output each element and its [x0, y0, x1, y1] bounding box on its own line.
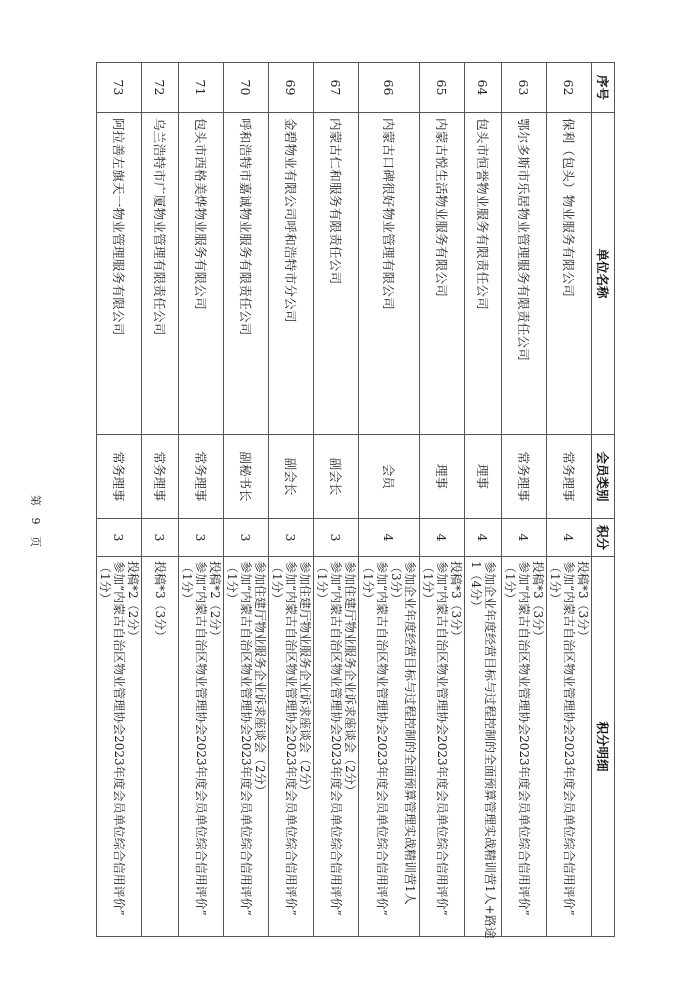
company-name: 呼和浩特市嘉诚物业服务有限责任公司: [224, 113, 269, 435]
member-points-table-rotated: [98, 62, 615, 939]
table-row: [142, 63, 179, 937]
points: 4: [465, 519, 502, 557]
row-number: 63: [502, 63, 547, 113]
table-row: [224, 63, 269, 937]
points-detail-line: （1分）: [361, 561, 375, 605]
company-name: 内蒙古悦生活物业服务有限公司: [420, 113, 465, 435]
header-detail: 积分明细: [592, 557, 615, 937]
points-detail: [547, 557, 592, 937]
row-number: 72: [142, 63, 179, 113]
points-detail-line: 投稿*3（3分）: [449, 561, 463, 643]
points-detail-line: （1分）: [98, 561, 112, 605]
header-row: [592, 63, 615, 937]
points-detail-line: 投稿*3（3分）: [153, 561, 167, 643]
points-detail-line: （1分）: [548, 561, 562, 605]
points-detail-line: 参加企业年度经营目标与过程控制的全面预算管理实战精训营1人+路途: [483, 561, 497, 939]
header-score: 积分: [592, 519, 615, 557]
row-number: 70: [224, 63, 269, 113]
points-detail-line: （1分）: [225, 561, 239, 605]
points-detail: [314, 557, 359, 937]
company-name: 内蒙古仁和服务有限责任公司: [314, 113, 359, 435]
table-row: [420, 63, 465, 937]
points-detail: [97, 557, 142, 937]
points: 4: [547, 519, 592, 557]
points-detail-line: 参加企业年度经营目标与过程控制的全面预算管理实战精训营1人: [403, 561, 417, 905]
points: 3: [97, 519, 142, 557]
page-footer: 第 9 页: [29, 495, 42, 551]
header-name: 单位名称: [592, 113, 615, 435]
member-type: 副会长: [269, 435, 314, 519]
member-type: 理事: [465, 435, 502, 519]
points-detail: [224, 557, 269, 937]
member-type: 副会长: [314, 435, 359, 519]
points-detail: [420, 557, 465, 937]
company-name: 保利（包头）物业服务有限公司: [547, 113, 592, 435]
points-detail-line: 参加住建厅物业服务企业诉求座谈会（2分）: [253, 561, 267, 797]
table-row: [359, 63, 420, 937]
points: 4: [420, 519, 465, 557]
member-type: 常务理事: [502, 435, 547, 519]
row-number: 69: [269, 63, 314, 113]
points-detail: [142, 557, 179, 937]
company-name: 乌兰浩特市广厦物业管理有限责任公司: [142, 113, 179, 435]
member-type: 常务理事: [179, 435, 224, 519]
row-number: 62: [547, 63, 592, 113]
points-detail-line: 参加“内蒙古自治区物业管理协会2023年度会员单位综合信用评价”: [517, 561, 531, 916]
table-row: [465, 63, 502, 937]
points-detail-line: 投稿*3（3分）: [576, 561, 590, 643]
points: 4: [502, 519, 547, 557]
table-body: [97, 63, 592, 937]
points: 3: [269, 519, 314, 557]
points: 3: [314, 519, 359, 557]
points-detail-line: 参加住建厅物业服务企业诉求座谈会（2分）: [343, 561, 357, 797]
points-detail-line: 投稿*3（3分）: [531, 561, 545, 643]
points-detail: [502, 557, 547, 937]
member-type: 会员: [359, 435, 420, 519]
member-points-table: [96, 62, 615, 937]
company-name: 包头市西格美烨物业服务有限公司: [179, 113, 224, 435]
points-detail-line: （1分）: [270, 561, 284, 605]
points: 3: [142, 519, 179, 557]
header-type: 会员类别: [592, 435, 615, 519]
points-detail: [269, 557, 314, 937]
points-detail-line: 参加“内蒙古自治区物业管理协会2023年度会员单位综合信用评价”: [284, 561, 298, 916]
points: 3: [179, 519, 224, 557]
points-detail-line: （1分）: [180, 561, 194, 605]
table-row: [179, 63, 224, 937]
table-row: [269, 63, 314, 937]
table-row: [97, 63, 142, 937]
points-detail-line: 投稿*2（2分）: [126, 561, 140, 643]
row-number: 73: [97, 63, 142, 113]
header-no: 序号: [592, 63, 615, 113]
row-number: 64: [465, 63, 502, 113]
member-type: 常务理事: [97, 435, 142, 519]
company-name: 包头市恒誉物业服务有限责任公司: [465, 113, 502, 435]
points-detail: [179, 557, 224, 937]
points-detail-line: 1（4分）: [469, 561, 483, 613]
points-detail: [465, 557, 502, 937]
points-detail-line: 参加“内蒙古自治区物业管理协会2023年度会员单位综合信用评价”: [194, 561, 208, 916]
points-detail-line: （1分）: [315, 561, 329, 605]
row-number: 65: [420, 63, 465, 113]
company-name: 鄂尔多斯市乐居物业管理服务有限责任公司: [502, 113, 547, 435]
points-detail-line: 参加“内蒙古自治区物业管理协会2023年度会员单位综合信用评价”: [329, 561, 343, 916]
company-name: 金碧物业有限公司呼和浩特市分公司: [269, 113, 314, 435]
points: 4: [359, 519, 420, 557]
table-row: [314, 63, 359, 937]
points-detail-line: （3分）: [389, 561, 403, 605]
points-detail-line: 参加“内蒙古自治区物业管理协会2023年度会员单位综合信用评价”: [112, 561, 126, 916]
row-number: 67: [314, 63, 359, 113]
member-type: 理事: [420, 435, 465, 519]
member-type: 常务理事: [142, 435, 179, 519]
table-row: [502, 63, 547, 937]
company-name: 阿拉善左旗天一物业管理服务有限公司: [97, 113, 142, 435]
points-detail: [359, 557, 420, 937]
points-detail-line: （1分）: [421, 561, 435, 605]
table-row: [547, 63, 592, 937]
row-number: 71: [179, 63, 224, 113]
points: 3: [224, 519, 269, 557]
row-number: 66: [359, 63, 420, 113]
member-type: 副秘书长: [224, 435, 269, 519]
points-detail-line: 参加“内蒙古自治区物业管理协会2023年度会员单位综合信用评价”: [375, 561, 389, 916]
points-detail-line: （1分）: [503, 561, 517, 605]
points-detail-line: 参加“内蒙古自治区物业管理协会2023年度会员单位综合信用评价”: [562, 561, 576, 916]
points-detail-line: 参加住建厅物业服务企业诉求座谈会（2分）: [298, 561, 312, 797]
points-detail-line: 投稿*2（2分）: [208, 561, 222, 643]
points-detail-line: 参加“内蒙古自治区物业管理协会2023年度会员单位综合信用评价”: [239, 561, 253, 916]
points-detail-line: 参加“内蒙古自治区物业管理协会2023年度会员单位综合信用评价”: [435, 561, 449, 916]
company-name: 内蒙古口碑很好物业管理有限公司: [359, 113, 420, 435]
member-type: 常务理事: [547, 435, 592, 519]
